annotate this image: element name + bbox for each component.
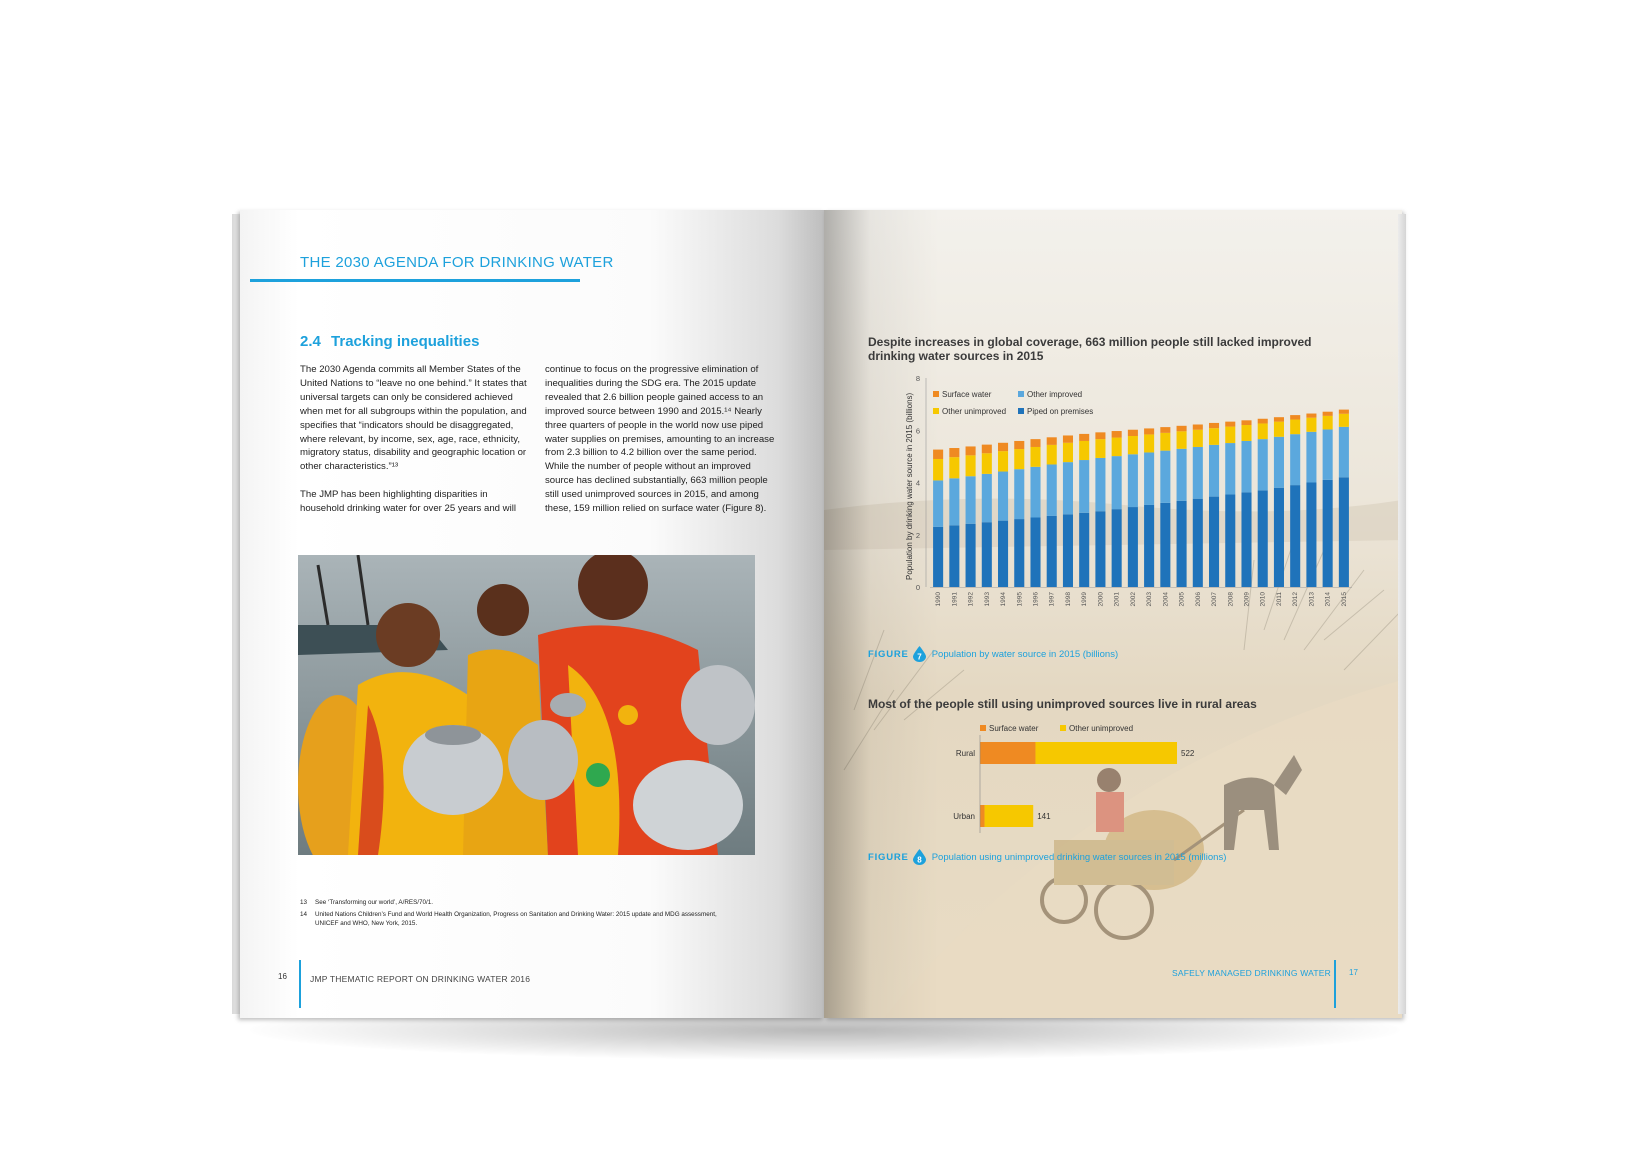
x-tick-label: 1998 <box>1064 592 1072 607</box>
bar-segment <box>1339 427 1349 477</box>
bar-segment <box>1095 432 1105 439</box>
bar-segment <box>1030 467 1040 518</box>
y-axis-label: Population by drinking water source in 2015 (billions) <box>905 392 914 580</box>
x-tick-label: 2014 <box>1324 592 1332 607</box>
footnote-text: United Nations Children’s Fund and World Health Organization, Progress on Sanitation and Drinking Water: 2015 update and MDG assessment, UNICEF and WHO, New York, 2015. <box>315 911 717 927</box>
x-tick-label: 2008 <box>1227 592 1235 607</box>
legend-swatch <box>933 408 939 414</box>
water-drop-icon <box>913 849 926 865</box>
bar-segment <box>1306 414 1316 418</box>
running-footer-left: JMP THEMATIC REPORT ON DRINKING WATER 2016 <box>310 974 531 984</box>
bar-segment <box>933 480 943 527</box>
x-tick-label: 1996 <box>1032 592 1040 607</box>
legend-item <box>1018 390 1082 399</box>
category-label: Rural <box>955 749 975 758</box>
figure7-stacked-bar-chart <box>890 370 1360 645</box>
bar-segment <box>982 445 992 454</box>
bar-segment <box>1112 509 1122 587</box>
bar-segment <box>1128 454 1138 507</box>
data-label: 522 <box>1181 749 1195 758</box>
bar-segment <box>1035 742 1177 764</box>
bar-segment <box>1274 417 1284 421</box>
body-column-2 <box>545 363 775 530</box>
bar-segment <box>1014 441 1024 449</box>
figure8-caption <box>868 849 1226 865</box>
bar-segment <box>1323 416 1333 430</box>
bar-segment <box>1241 420 1251 425</box>
bar-segment <box>1209 423 1219 428</box>
x-tick-label: 1999 <box>1081 592 1089 607</box>
bar-segment <box>982 522 992 587</box>
bar-segment <box>1112 456 1122 509</box>
bar-segment <box>949 448 959 457</box>
bar-segment <box>1258 423 1268 439</box>
bar-segment <box>1193 425 1203 430</box>
bar-segment <box>982 453 992 474</box>
bar-segment <box>1209 428 1219 445</box>
bar-segment <box>1095 458 1105 511</box>
bar-segment <box>1079 460 1089 513</box>
x-tick-label: 2012 <box>1292 592 1300 607</box>
bar-segment <box>1306 418 1316 432</box>
bar-segment <box>1063 462 1073 514</box>
section-header-rule <box>250 279 580 282</box>
y-tick-label: 4 <box>915 478 920 488</box>
paragraph: continue to focus on the progressive elimination of inequalities during the SDG era. The 2015 update revealed that 2.6 billion people gained access to an improved source between 1990 and 2015.¹⁴ Nearly three quarters of people in the world now use piped water supplies on premises, amounting to an increase from 2.3 billion to 4.2 billion over the same period. While the number of people without an improved source has declined substantially, 663 million people still used unimproved sources in 2015, and among these, 159 million relied on surface water (Figure 8). <box>545 364 775 515</box>
legend-label: Other improved <box>1027 390 1083 399</box>
y-axis <box>916 374 926 592</box>
bar-segment <box>1241 425 1251 441</box>
bar-segment <box>1177 501 1187 587</box>
bar-segment <box>1014 469 1024 519</box>
bar-segment <box>933 527 943 587</box>
footnote <box>300 910 720 928</box>
x-tick-label: 2010 <box>1259 592 1267 607</box>
bar-segment <box>1290 420 1300 435</box>
running-footer-right: SAFELY MANAGED DRINKING WATER <box>1172 968 1331 978</box>
x-tick-label: 2001 <box>1113 592 1121 607</box>
x-tick-label: 1992 <box>967 592 975 607</box>
bar-segment <box>1274 488 1284 587</box>
heading-title: Tracking inequalities <box>331 333 480 350</box>
footer-rule-right <box>1334 960 1336 1008</box>
bar-segment <box>1112 431 1122 438</box>
legend-label: Piped on premises <box>1027 407 1094 416</box>
legend-swatch <box>1018 408 1024 414</box>
bar-segment <box>1079 513 1089 587</box>
bar-segment <box>1160 451 1170 503</box>
footnote-number: 14 <box>300 911 308 918</box>
legend-swatch <box>1018 391 1024 397</box>
x-tick-label: 2013 <box>1308 592 1316 607</box>
x-tick-label: 2015 <box>1340 592 1348 607</box>
bar-segment <box>1030 439 1040 447</box>
bar-segment <box>1128 430 1138 436</box>
bar-segment <box>966 476 976 524</box>
bar-segment <box>1225 422 1235 427</box>
chart-legend <box>980 725 1133 733</box>
footnote-text: See ‘Transforming our world’, A/RES/70/1. <box>315 899 434 906</box>
y-tick-label: 6 <box>915 426 920 436</box>
legend-label: Surface water <box>942 390 992 399</box>
x-tick-label: 2005 <box>1178 592 1186 607</box>
bar-segment <box>966 446 976 455</box>
bar-segment <box>1112 438 1122 457</box>
section-heading <box>300 333 479 350</box>
bar-segment <box>1193 499 1203 587</box>
bar-segment <box>949 457 959 478</box>
bar-segment <box>1225 443 1235 494</box>
legend-item <box>1060 725 1133 733</box>
bar-segment <box>1225 495 1235 587</box>
x-axis <box>930 588 1352 607</box>
bar-segment <box>985 805 1034 827</box>
footer-rule-left <box>299 960 301 1008</box>
bar-segment <box>949 478 959 525</box>
bar-segment <box>1128 507 1138 587</box>
legend-swatch <box>1060 725 1066 731</box>
y-tick-label: 8 <box>915 374 920 383</box>
bar-segment <box>966 455 976 476</box>
bar-segment <box>1306 432 1316 483</box>
x-tick-label: 1994 <box>1000 592 1008 607</box>
women-water-pots-photo <box>298 555 755 855</box>
page-number-right: 17 <box>1349 968 1358 977</box>
bar-segment <box>1323 480 1333 587</box>
bar-segment <box>1258 439 1268 490</box>
bars <box>933 410 1349 587</box>
bar-segment <box>1323 429 1333 479</box>
bar-segment <box>1339 414 1349 427</box>
bars <box>953 735 1195 833</box>
bar-segment <box>1339 477 1349 587</box>
bar-segment <box>1290 415 1300 419</box>
footnotes <box>300 898 720 931</box>
bar-segment <box>1339 410 1349 414</box>
x-tick-label: 2004 <box>1162 592 1170 607</box>
x-tick-label: 1997 <box>1048 592 1056 607</box>
bar-segment <box>998 521 1008 587</box>
bar-segment <box>1144 452 1154 505</box>
bar-segment <box>1030 518 1040 587</box>
bar-segment <box>1063 435 1073 442</box>
legend-item <box>980 725 1039 733</box>
bar-segment <box>1079 434 1089 441</box>
legend-item <box>933 390 992 399</box>
right-page-edge <box>1398 214 1406 1014</box>
x-tick-label: 2006 <box>1194 592 1202 607</box>
heading-number: 2.4 <box>300 333 321 350</box>
y-tick-label: 2 <box>915 530 920 540</box>
bar-segment <box>1160 427 1170 433</box>
figure7-title: Despite increases in global coverage, 663 million people still lacked improved drinking water sources in 2015 <box>868 335 1312 363</box>
bar-segment <box>1079 441 1089 460</box>
x-tick-label: 1993 <box>983 592 991 607</box>
data-label: 141 <box>1037 812 1051 821</box>
bar-segment <box>1047 464 1057 515</box>
x-tick-label: 1991 <box>951 592 959 607</box>
x-tick-label: 2009 <box>1243 592 1251 607</box>
x-tick-label: 2000 <box>1097 592 1105 607</box>
y-tick-label: 0 <box>915 583 920 592</box>
bar-segment <box>1290 485 1300 587</box>
bar-segment <box>1306 483 1316 588</box>
bar-segment <box>1177 431 1187 449</box>
bar-segment <box>1274 422 1284 437</box>
footnote-number: 13 <box>300 899 308 906</box>
figure7-caption <box>868 646 1118 662</box>
x-tick-label: 1995 <box>1016 592 1024 607</box>
bar-segment <box>1095 439 1105 458</box>
water-drop-icon <box>913 646 926 662</box>
category-label: Urban <box>953 812 975 821</box>
figure-label: FIGURE <box>868 851 909 863</box>
bar-segment <box>1095 511 1105 587</box>
bar-segment <box>982 474 992 522</box>
legend-item <box>1018 407 1093 416</box>
bar-segment <box>933 459 943 480</box>
section-header: THE 2030 AGENDA FOR DRINKING WATER <box>300 254 614 271</box>
bar-segment <box>1063 443 1073 462</box>
bar-segment <box>1258 490 1268 587</box>
footnote <box>300 898 720 907</box>
bar-segment <box>949 525 959 587</box>
bar-segment <box>1193 430 1203 447</box>
bar-segment <box>1014 449 1024 469</box>
x-tick-label: 1990 <box>935 592 943 607</box>
bar-segment <box>1290 434 1300 485</box>
figure7-caption-text: Population by water source in 2015 (billions) <box>931 648 1119 660</box>
figure-number: 7 <box>916 652 922 662</box>
x-tick-label: 2003 <box>1146 592 1154 607</box>
bar-segment <box>1241 492 1251 587</box>
bar-segment <box>1225 427 1235 443</box>
bar-segment <box>1047 516 1057 587</box>
bar-segment <box>966 524 976 587</box>
figure8-title: Most of the people still using unimproved sources live in rural areas <box>868 697 1257 711</box>
legend-label: Surface water <box>989 725 1039 733</box>
bar-segment <box>1014 519 1024 587</box>
bar-segment <box>980 742 1035 764</box>
bar-segment <box>1047 445 1057 465</box>
bar-segment <box>1209 497 1219 587</box>
body-column-1 <box>300 363 528 530</box>
bar-segment <box>998 451 1008 471</box>
paragraph: The 2030 Agenda commits all Member States of the United Nations to “leave no one behind.” It states that universal targets can only be considered achieved when met for all subgroups within the population, and specifies that “indicators should be disaggregated, where relevant, by income, sex, age, race, ethnicity, migratory status, disability and geographic location or other characteristics.”¹³ <box>300 364 527 473</box>
bar-segment <box>1160 433 1170 451</box>
bar-segment <box>1047 437 1057 445</box>
chart-legend <box>933 390 1093 416</box>
figure-number: 8 <box>916 855 922 865</box>
legend-swatch <box>933 391 939 397</box>
bar-segment <box>933 450 943 459</box>
bar-segment <box>1241 441 1251 492</box>
bar-segment <box>998 472 1008 521</box>
bar-segment <box>1209 445 1219 497</box>
bar-segment <box>1063 514 1073 587</box>
page-number-left: 16 <box>278 972 287 981</box>
figure8-caption-text: Population using unimproved drinking water sources in 2015 (millions) <box>931 851 1227 863</box>
bar-segment <box>998 443 1008 451</box>
bar-segment <box>1160 503 1170 587</box>
bar-segment <box>1177 449 1187 501</box>
bar-segment <box>1030 447 1040 467</box>
legend-item <box>933 407 1006 416</box>
bar-segment <box>1193 447 1203 499</box>
x-tick-label: 2002 <box>1129 592 1137 607</box>
bar-segment <box>1258 419 1268 424</box>
paragraph: The JMP has been highlighting disparities in household drinking water for over 25 years and will <box>300 489 516 515</box>
bar-segment <box>1177 426 1187 431</box>
bar-segment <box>1144 505 1154 587</box>
bar-segment <box>1323 412 1333 416</box>
x-tick-label: 2007 <box>1211 592 1219 607</box>
bar-segment <box>1128 436 1138 454</box>
bar-segment <box>980 805 985 827</box>
legend-label: Other unimproved <box>942 407 1007 416</box>
figure8-horizontal-bar-chart <box>930 725 1230 840</box>
legend-swatch <box>980 725 986 731</box>
bar-segment <box>1144 434 1154 452</box>
bar-segment <box>1144 428 1154 434</box>
figure-label: FIGURE <box>868 648 909 660</box>
x-tick-label: 2011 <box>1275 592 1283 606</box>
bar-segment <box>1274 437 1284 488</box>
legend-label: Other unimproved <box>1069 725 1134 733</box>
